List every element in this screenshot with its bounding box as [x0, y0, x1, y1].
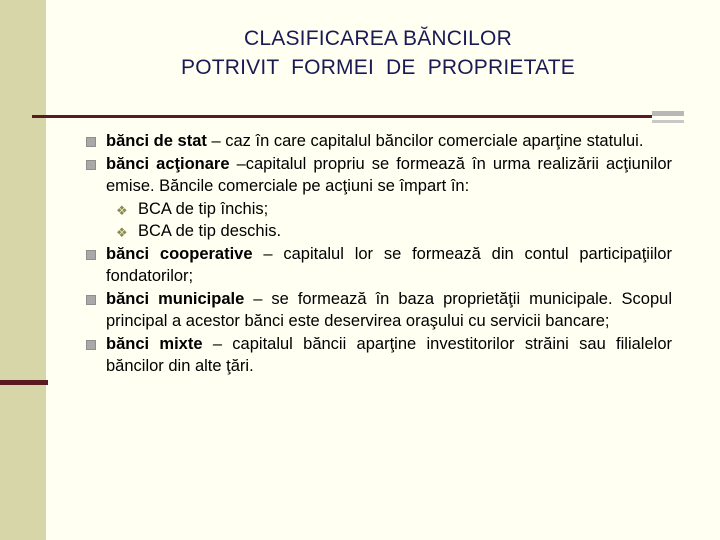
- item-term: bănci acţionare: [106, 154, 230, 173]
- diamond-bullet-icon: ❖: [116, 225, 128, 240]
- diamond-bullet-icon: ❖: [116, 202, 128, 218]
- item-term: bănci municipale: [106, 289, 245, 308]
- item-text: – se formează în baza proprietăţii municipale. Scopul principal a acestor bănci este deservirea oraşului cu servicii bancare;: [106, 289, 673, 330]
- list-item-bank-state: [86, 130, 672, 153]
- item-text: – capitalul băncii aparţine investitorilor străini sau filialelor băncilor din alte ţări.: [106, 334, 672, 375]
- bullet-list: [86, 130, 672, 378]
- title-line-1: CLASIFICAREA BĂNCILOR: [244, 27, 512, 50]
- item-term: bănci cooperative: [106, 244, 253, 263]
- item-text: – caz în care capitalul băncilor comerciale aparţine statului.: [206, 132, 644, 150]
- square-bullet-icon: [86, 160, 96, 170]
- list-item-bank-mixed: [86, 333, 672, 378]
- sub-item-text: BCA de tip închis;: [138, 199, 269, 218]
- square-bullet-icon: [86, 250, 96, 260]
- sub-item-closed: [86, 198, 672, 221]
- square-bullet-icon: [86, 295, 96, 305]
- list-item-bank-shareholder: [86, 153, 672, 198]
- square-bullet-icon: [86, 340, 96, 350]
- item-text: –capitalul propriu se formează în urma realizării acţiunilor emise. Băncile comerciale pe acţiuni se împart în:: [106, 154, 672, 195]
- item-term: bănci mixte: [106, 334, 203, 353]
- list-item-bank-municipal: [86, 288, 672, 333]
- sub-item-open: [86, 220, 672, 243]
- list-item-bank-cooperative: [86, 243, 672, 288]
- side-rule: [0, 380, 48, 385]
- title-divider-accent-2: [652, 120, 684, 123]
- item-term: bănci de stat: [106, 132, 207, 150]
- item-text: – capitalul lor se formează din contul participaţiilor fondatorilor;: [106, 244, 672, 285]
- title-divider: [32, 115, 652, 118]
- side-band: [0, 0, 46, 540]
- title-divider-accent: [652, 111, 684, 116]
- title-line-2: POTRIVIT FORMEI DE PROPRIETATE: [181, 56, 575, 79]
- square-bullet-icon: [86, 137, 96, 147]
- sub-item-text: BCA de tip deschis.: [138, 222, 282, 240]
- slide-title: [60, 24, 696, 82]
